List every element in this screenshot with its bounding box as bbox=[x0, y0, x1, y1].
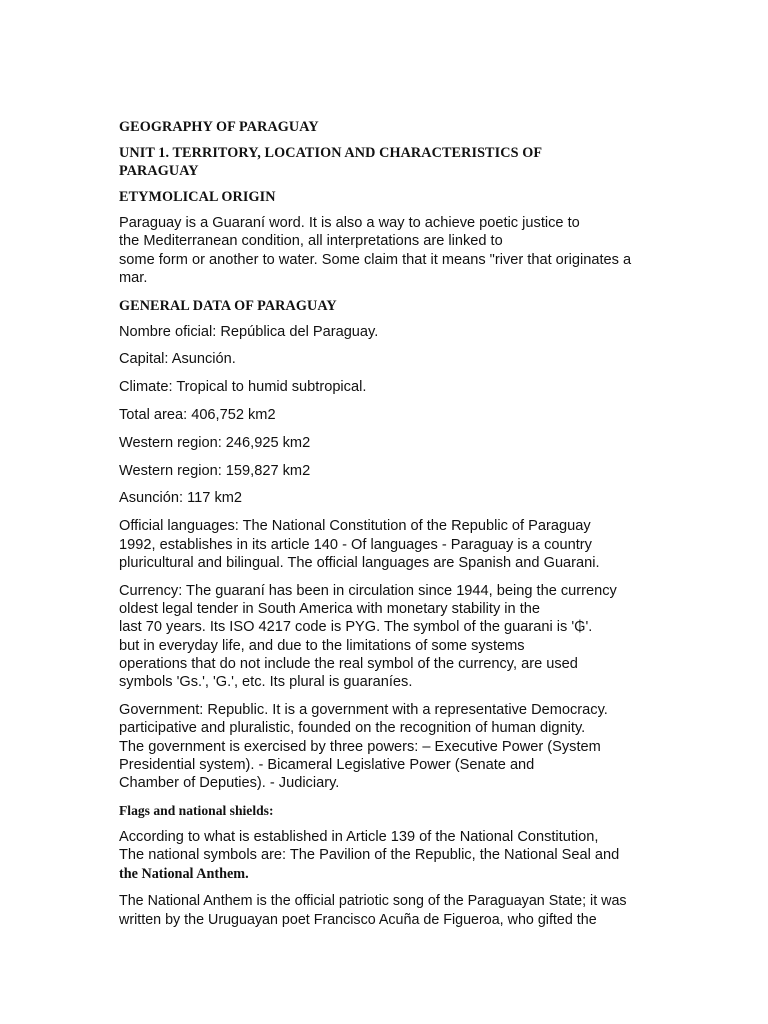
paragraph-line: mar. bbox=[119, 269, 148, 286]
paragraph-line: Paraguay is a Guaraní word. It is also a way to achieve poetic justice to bbox=[119, 215, 580, 231]
unit-heading-line: PARAGUAY bbox=[119, 163, 199, 179]
paragraph-line: The national symbols are: The Pavilion of the Republic, the National Seal and bbox=[119, 847, 620, 864]
paragraph-line: written by the Uruguayan poet Francisco Acuña de Figueroa, who gifted the bbox=[119, 911, 597, 928]
document-title: GEOGRAPHY OF PARAGUAY bbox=[119, 119, 319, 135]
etymology-heading: ETYMOLICAL ORIGIN bbox=[119, 189, 276, 205]
paragraph-line: Currency: The guaraní has been in circulation since 1944, being the currency bbox=[119, 582, 617, 599]
unit-heading-line: UNIT 1. TERRITORY, LOCATION AND CHARACTERISTICS OF bbox=[119, 145, 543, 161]
etymology-paragraph bbox=[119, 214, 679, 287]
paragraph-line: The National Anthem is the official patriotic song of the Paraguayan State; it was bbox=[119, 893, 627, 910]
document-page bbox=[119, 118, 679, 938]
fact-capital: Capital: Asunción. bbox=[119, 351, 236, 368]
unit-heading bbox=[119, 144, 679, 180]
languages-paragraph bbox=[119, 517, 679, 572]
paragraph-line: symbols 'Gs.', 'G.', etc. Its plural is guaraníes. bbox=[119, 674, 413, 691]
government-paragraph bbox=[119, 701, 679, 792]
fact-western-region: Western region: 246,925 km2 bbox=[119, 434, 311, 451]
fact-western-region-2: Western region: 159,827 km2 bbox=[119, 462, 311, 479]
paragraph-line: 1992, establishes in its article 140 - Of languages - Paraguay is a country bbox=[119, 536, 592, 553]
paragraph-line: Official languages: The National Constitution of the Republic of Paraguay bbox=[119, 518, 591, 535]
flags-paragraph bbox=[119, 828, 679, 883]
paragraph-line: last 70 years. Its ISO 4217 code is PYG. The symbol of the guarani is '₲'. bbox=[119, 619, 593, 636]
paragraph-line: Chamber of Deputies). - Judiciary. bbox=[119, 775, 340, 792]
paragraph-line: Presidential system). - Bicameral Legislative Power (Senate and bbox=[119, 756, 535, 773]
paragraph-line-bold: the National Anthem. bbox=[119, 865, 249, 882]
paragraph-line: According to what is established in Article 139 of the National Constitution, bbox=[119, 828, 599, 845]
paragraph-line: some form or another to water. Some claim that it means "river that originates a bbox=[119, 251, 632, 268]
fact-climate: Climate: Tropical to humid subtropical. bbox=[119, 379, 367, 396]
flags-heading: Flags and national shields: bbox=[119, 802, 274, 818]
fact-official-name: Nombre oficial: República del Paraguay. bbox=[119, 323, 379, 340]
paragraph-line: the Mediterranean condition, all interpretations are linked to bbox=[119, 233, 503, 250]
paragraph-line: The government is exercised by three powers: – Executive Power (System bbox=[119, 738, 601, 755]
paragraph-line: participative and pluralistic, founded on the recognition of human dignity. bbox=[119, 720, 586, 737]
paragraph-line: Government: Republic. It is a government with a representative Democracy. bbox=[119, 701, 608, 718]
paragraph-line: oldest legal tender in South America with monetary stability in the bbox=[119, 600, 541, 617]
anthem-paragraph bbox=[119, 892, 679, 929]
paragraph-line: but in everyday life, and due to the limitations of some systems bbox=[119, 637, 525, 654]
paragraph-line: operations that do not include the real symbol of the currency, are used bbox=[119, 655, 578, 672]
fact-asuncion-area: Asunción: 117 km2 bbox=[119, 490, 243, 507]
paragraph-line: pluricultural and bilingual. The official languages are Spanish and Guarani. bbox=[119, 554, 600, 571]
general-data-heading: GENERAL DATA OF PARAGUAY bbox=[119, 297, 337, 314]
currency-paragraph bbox=[119, 582, 679, 692]
fact-total-area: Total area: 406,752 km2 bbox=[119, 407, 276, 424]
